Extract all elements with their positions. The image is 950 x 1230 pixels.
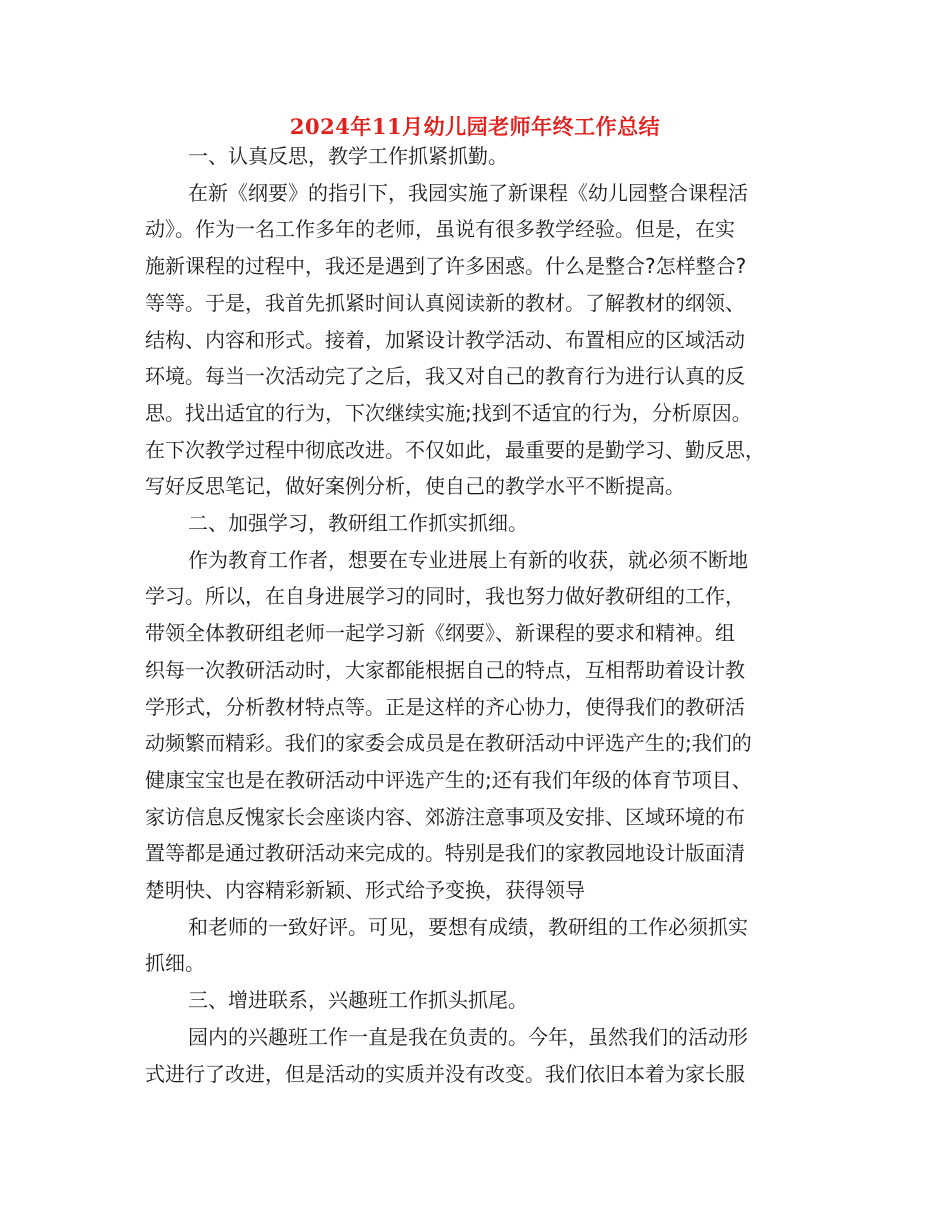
text-line: 在新《纲要》的指引下，我园实施了新课程《幼儿园整合课程活 — [188, 180, 748, 205]
text-line: 环境。每当一次活动完了之后，我又对自己的教育行为进行认真的反 — [145, 364, 745, 389]
text-line: 动》。作为一名工作多年的老师，虽说有很多教学经验。但是，在实 — [145, 217, 735, 242]
text-line: 楚明快、内容精彩新颖、形式给予变换，获得领导 — [145, 878, 585, 902]
text-line: 动频繁而精彩。我们的家委会成员是在教研活动中评选产生的;我们的 — [145, 731, 752, 756]
text-line: 施新课程的过程中，我还是遇到了许多困惑。什么是整合?怎样整合? — [145, 254, 747, 279]
text-line: 家访信息反愧家长会座谈内容、郊游注意事项及安排、区域环境的布 — [145, 804, 745, 829]
text-line: 二、加强学习，教研组工作抓实抓细。 — [188, 511, 528, 535]
text-line: 学习。所以，在自身进展学习的同时，我也努力做好教研组的工作， — [145, 584, 745, 609]
text-line: 和老师的一致好评。可见，要想有成绩，教研组的工作必须抓实 — [188, 914, 748, 939]
text-line: 置等都是通过教研活动来完成的。特别是我们的家教园地设计版面清 — [145, 841, 745, 866]
text-line: 思。找出适宜的行为，下次继续实施;找到不适宜的行为，分析原因。 — [145, 400, 752, 425]
text-line: 写好反思笔记，做好案例分析，使自己的教学水平不断提高。 — [145, 474, 685, 499]
text-line: 等等。于是，我首先抓紧时间认真阅读新的教材。了解教材的纲领、 — [145, 290, 745, 315]
text-line: 抓细。 — [145, 951, 205, 976]
text-line: 织每一次教研活动时，大家都能根据自己的特点，互相帮助着设计教 — [145, 657, 745, 682]
text-line: 作为教育工作者，想要在专业进展上有新的收获，就必须不断地 — [188, 547, 748, 572]
text-line: 一、认真反思，教学工作抓紧抓勤。 — [188, 144, 508, 168]
text-line: 园内的兴趣班工作一直是我在负责的。今年，虽然我们的活动形 — [188, 1024, 748, 1049]
text-line: 带领全体教研组老师一起学习新《纲要》、新课程的要求和精神。组 — [145, 621, 735, 646]
text-line: 式进行了改进，但是活动的实质并没有改变。我们依旧本着为家长服 — [145, 1061, 745, 1086]
text-line: 三、增进联系，兴趣班工作抓头抓尾。 — [188, 988, 528, 1013]
text-line: 结构、内容和形式。接着，加紧设计教学活动、布置相应的区域活动 — [145, 327, 745, 352]
text-line: 在下次教学过程中彻底改进。不仅如此，最重要的是勤学习、勤反思， — [145, 437, 765, 462]
text-line: 健康宝宝也是在教研活动中评选产生的;还有我们年级的体育节项目、 — [145, 767, 752, 792]
text-line: 学形式，分析教材特点等。正是这样的齐心协力，使得我们的教研活 — [145, 694, 745, 719]
document-title: 2024年11月幼儿园老师年终工作总结 — [289, 114, 661, 139]
